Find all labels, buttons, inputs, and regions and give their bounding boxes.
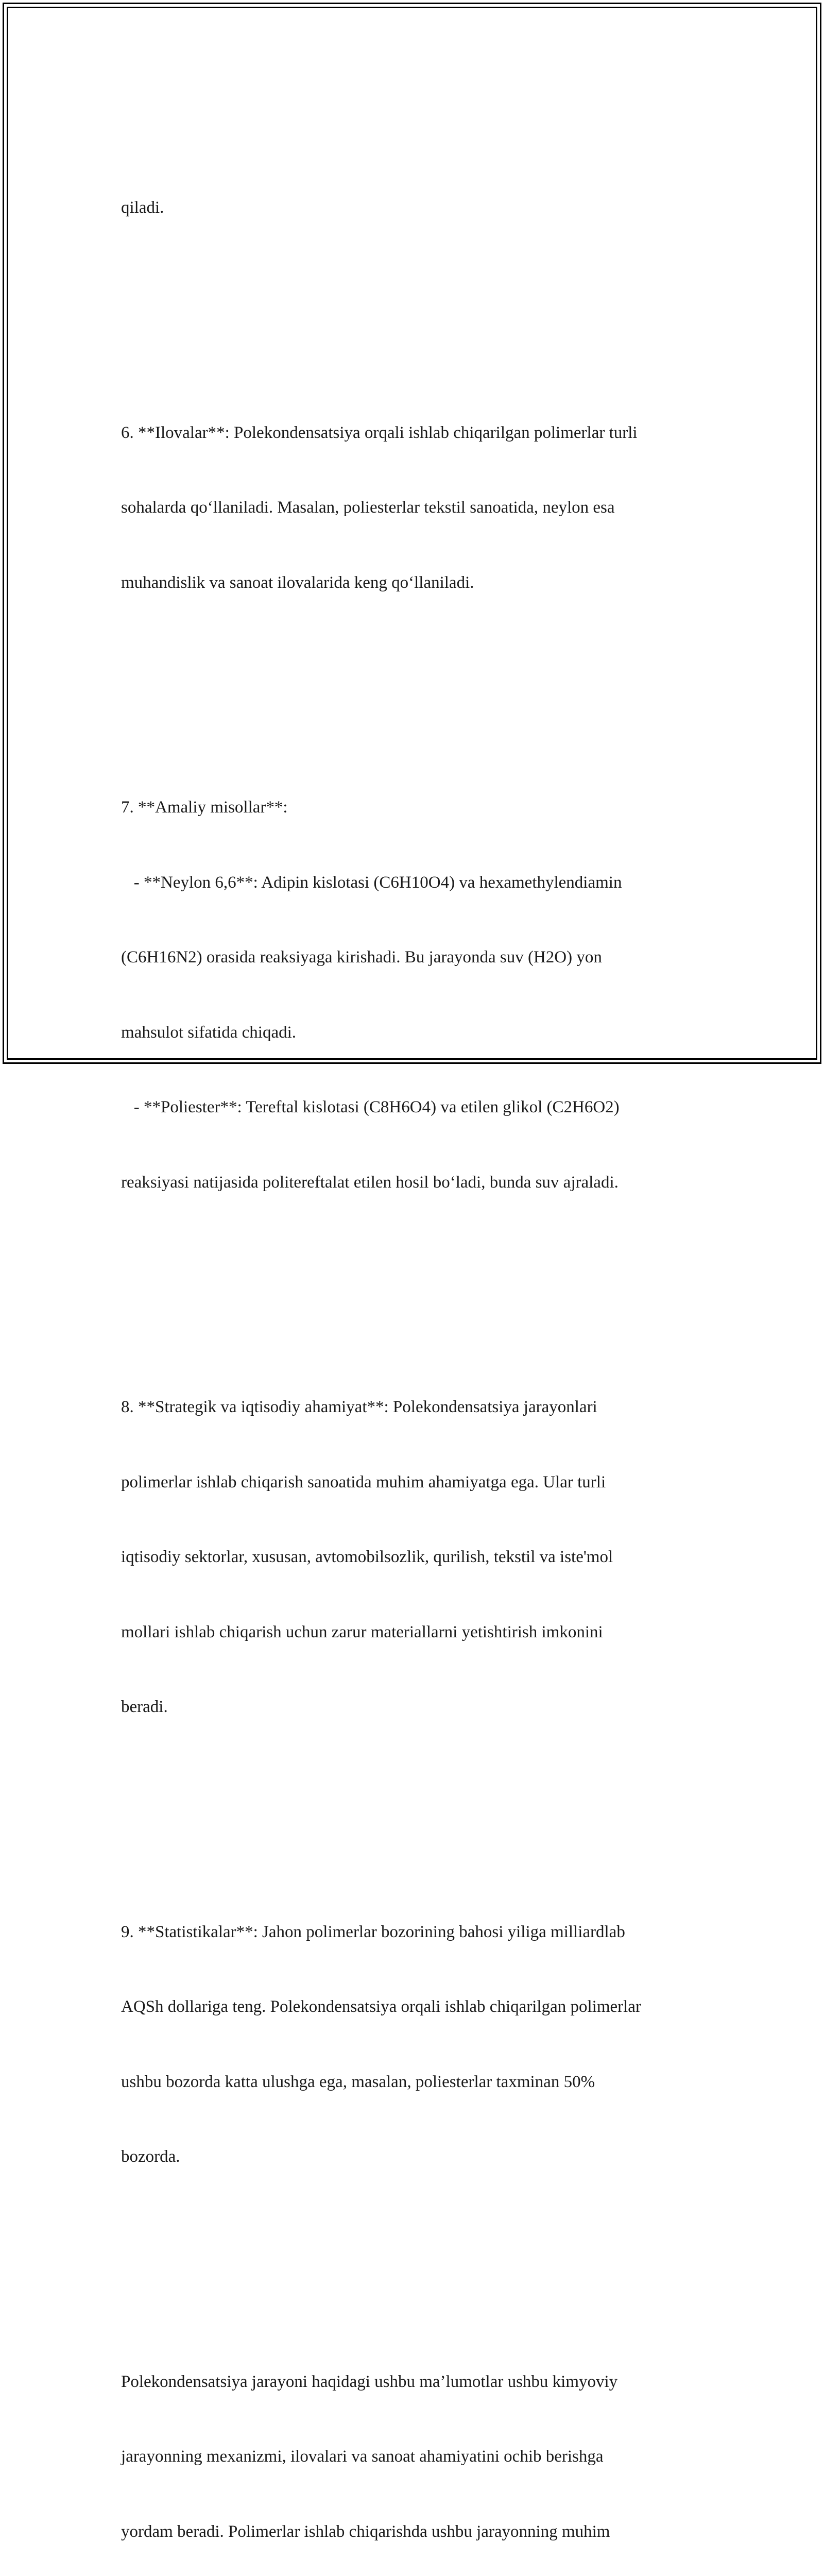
text-line: - **Poliester**: Tereftal kislotasi (C8H6O4) va etilen glikol (C2H6O2) bbox=[121, 1095, 708, 1120]
conclusion-paragraph bbox=[121, 2319, 708, 2576]
text-line: yordam beradi. Polimerlar ishlab chiqarishda ushbu jarayonning muhim bbox=[121, 2519, 708, 2545]
document-body bbox=[121, 95, 708, 2576]
text-line: bozorda. bbox=[121, 2144, 708, 2170]
text-line: AQSh dollariga teng. Polekondensatsiya orqali ishlab chiqarilgan polimerlar bbox=[121, 1994, 708, 2020]
text-line: 9. **Statistikalar**: Jahon polimerlar bozorining bahosi yiliga milliardlab bbox=[121, 1920, 708, 1945]
intro-paragraph bbox=[121, 145, 708, 270]
text-line: qiladi. bbox=[121, 195, 708, 221]
text-line: Polekondensatsiya jarayoni haqidagi ushbu ma’lumotlar ushbu kimyoviy bbox=[121, 2369, 708, 2395]
item-9-statistikalar bbox=[121, 1870, 708, 2219]
text-line: polimerlar ishlab chiqarish sanoatida muhim ahamiyatga ega. Ular turli bbox=[121, 1470, 708, 1495]
text-line: 8. **Strategik va iqtisodiy ahamiyat**: Polekondensatsiya jarayonlari bbox=[121, 1395, 708, 1420]
text-line: muhandislik va sanoat ilovalarida keng qo‘llaniladi. bbox=[121, 570, 708, 596]
text-line: mahsulot sifatida chiqadi. bbox=[121, 1020, 708, 1045]
text-line: 7. **Amaliy misollar**: bbox=[121, 795, 708, 820]
text-line: mollari ishlab chiqarish uchun zarur materiallarni yetishtirish imkonini bbox=[121, 1620, 708, 1645]
item-8-strategik-ahamiyat bbox=[121, 1345, 708, 1770]
text-line: sohalarda qo‘llaniladi. Masalan, poliesterlar tekstil sanoatida, neylon esa bbox=[121, 495, 708, 520]
text-line: ushbu bozorda katta ulushga ega, masalan, poliesterlar taxminan 50% bbox=[121, 2070, 708, 2095]
text-line: - **Neylon 6,6**: Adipin kislotasi (C6H10O4) va hexamethylendiamin bbox=[121, 870, 708, 895]
text-line: jarayonning mexanizmi, ilovalari va sanoat ahamiyatini ochib berishga bbox=[121, 2444, 708, 2469]
item-6-ilovalar bbox=[121, 370, 708, 646]
text-line: iqtisodiy sektorlar, xususan, avtomobilsozlik, qurilish, tekstil va iste'mol bbox=[121, 1545, 708, 1570]
item-7-amaliy-misollar bbox=[121, 745, 708, 1245]
text-line: 6. **Ilovalar**: Polekondensatsiya orqali ishlab chiqarilgan polimerlar turli bbox=[121, 420, 708, 446]
text-line: (C6H16N2) orasida reaksiyaga kirishadi. Bu jarayonda suv (H2O) yon bbox=[121, 945, 708, 970]
text-line: beradi. bbox=[121, 1694, 708, 1720]
text-line: reaksiyasi natijasida politereftalat etilen hosil bo‘ladi, bunda suv ajraladi. bbox=[121, 1170, 708, 1195]
